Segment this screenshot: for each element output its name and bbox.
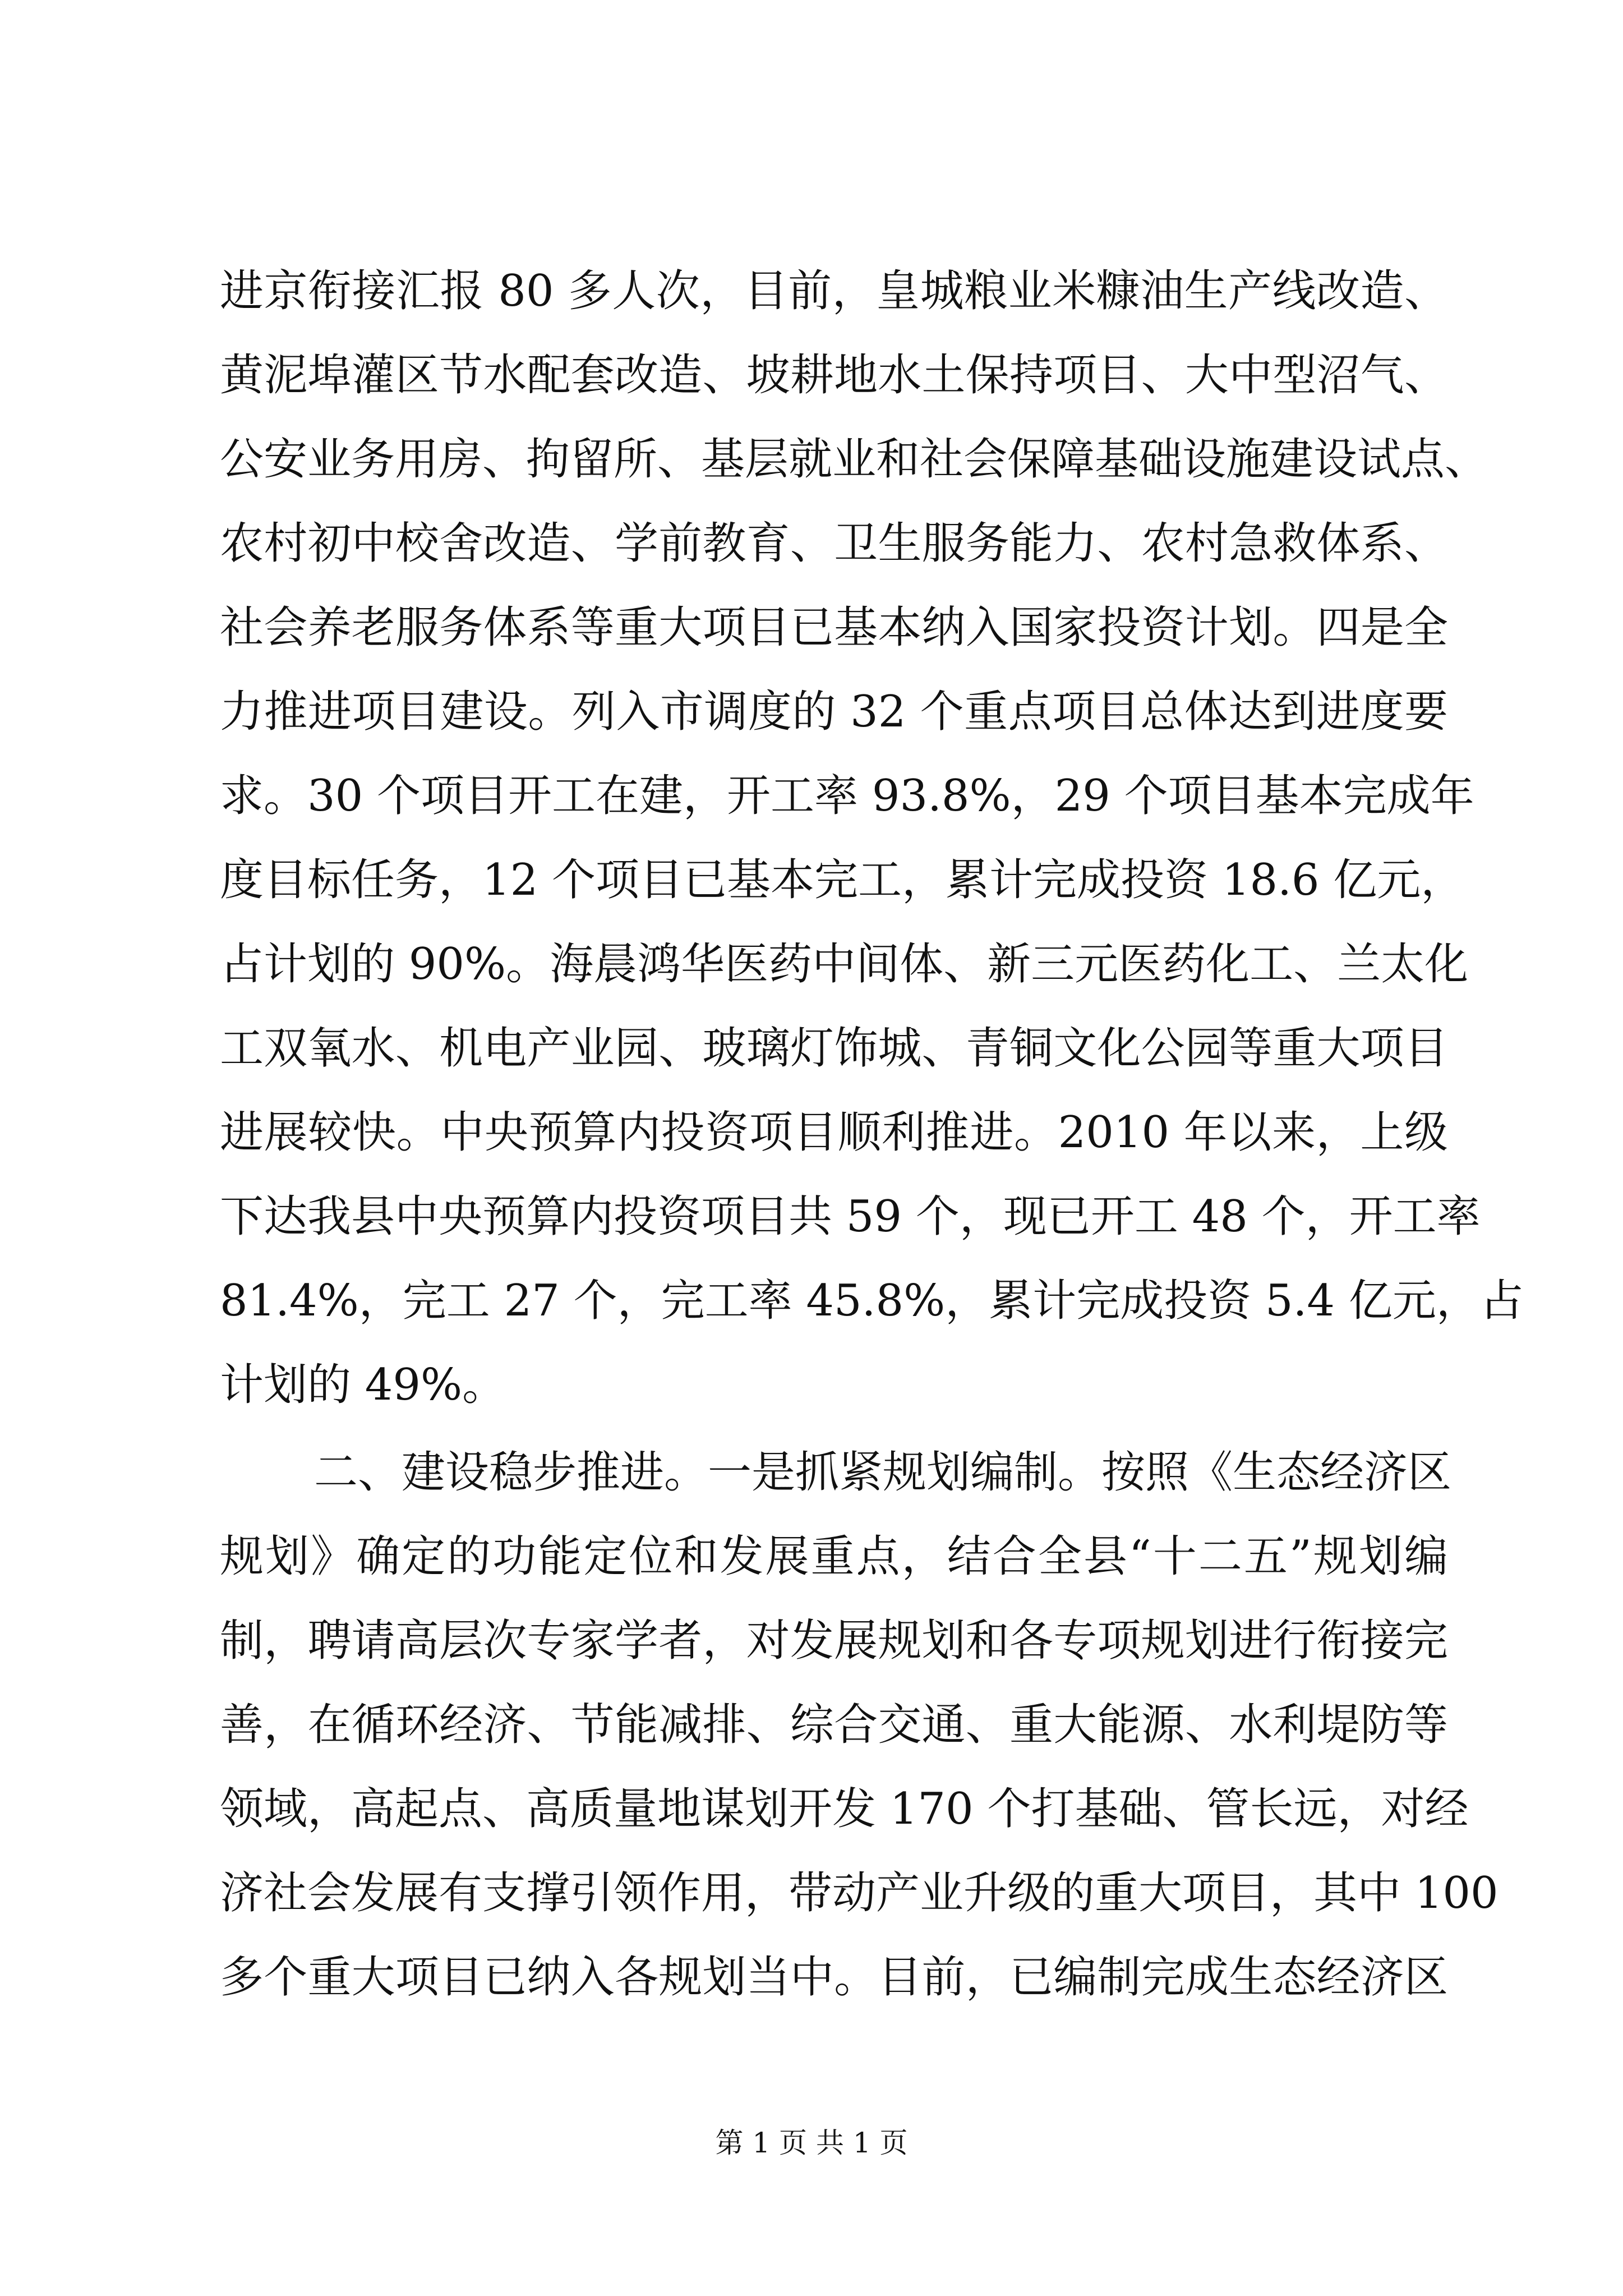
paragraph-line: 农村初中校舍改造、学前教育、卫生服务能力、农村急救体系、 <box>220 518 1448 569</box>
paragraph-line: 领域，高起点、高质量地谋划开发 170 个打基础、管长远，对经 <box>220 1784 1469 1834</box>
paragraph-line: 81.4%，完工 27 个，完工率 45.8%，累计完成投资 5.4 亿元，占 <box>220 1276 1524 1326</box>
paragraph-line: 计划的 49%。 <box>220 1360 506 1410</box>
paragraph-line: 黄泥埠灌区节水配套改造、坡耕地水土保持项目、大中型沼气、 <box>220 350 1448 401</box>
paragraph-line: 制，聘请高层次专家学者，对发展规划和各专项规划进行衔接完 <box>220 1616 1448 1666</box>
paragraph-line: 工双氧水、机电产业园、玻璃灯饰城、青铜文化公园等重大项目 <box>220 1023 1448 1074</box>
paragraph-line: 社会养老服务体系等重大项目已基本纳入国家投资计划。四是全 <box>220 602 1448 653</box>
paragraph-line: 求。30 个项目开工在建，开工率 93.8%，29 个项目基本完成年 <box>220 771 1474 821</box>
paragraph-line: 善，在循环经济、节能减排、综合交通、重大能源、水利堤防等 <box>220 1700 1448 1750</box>
paragraph-line: 占计划的 90%。海晨鸿华医药中间体、新三元医药化工、兰太化 <box>220 939 1469 990</box>
paragraph-line: 济社会发展有支撑引领作用，带动产业升级的重大项目，其中 100 <box>220 1868 1498 1918</box>
page-number-footer: 第 1 页 共 1 页 <box>715 2127 908 2159</box>
paragraph-line: 力推进项目建设。列入市调度的 32 个重点项目总体达到进度要 <box>220 687 1448 737</box>
paragraph-line: 进展较快。中央预算内投资项目顺利推进。2010 年以来，上级 <box>220 1107 1448 1158</box>
paragraph-line: 规划》确定的功能定位和发展重点，结合全县“十二五”规划编 <box>220 1531 1448 1582</box>
paragraph-line: 下达我县中央预算内投资项目共 59 个，现已开工 48 个，开工率 <box>220 1191 1481 1242</box>
paragraph-line: 公安业务用房、拘留所、基层就业和社会保障基础设施建设试点、 <box>220 434 1489 485</box>
paragraph-line: 多个重大项目已纳入各规划当中。目前，已编制完成生态经济区 <box>220 1952 1448 2003</box>
paragraph-line: 二、建设稳步推进。一是抓紧规划编制。按照《生态经济区 <box>314 1447 1452 1498</box>
paragraph-line: 度目标任务，12 个项目已基本完工，累计完成投资 18.6 亿元， <box>220 855 1465 905</box>
paragraph-line: 进京衔接汇报 80 多人次，目前，皇城粮业米糠油生产线改造、 <box>220 266 1448 316</box>
